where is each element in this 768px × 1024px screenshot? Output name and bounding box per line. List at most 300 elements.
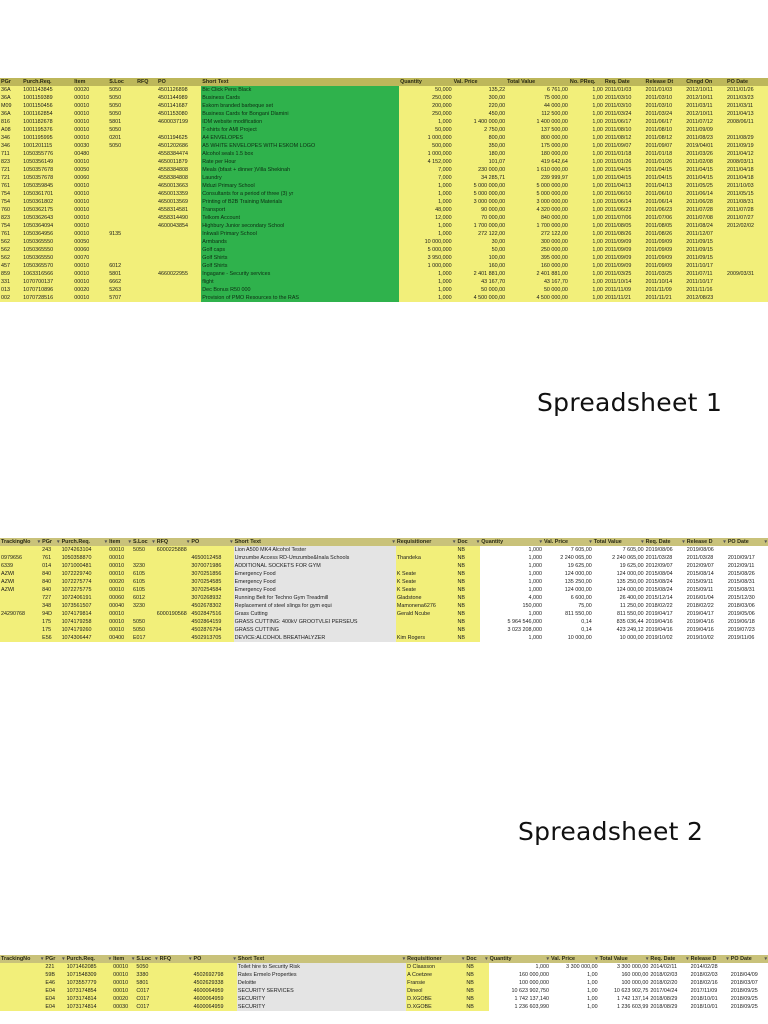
table-cell[interactable]: 2011/01/26 xyxy=(726,86,768,94)
table-cell[interactable] xyxy=(157,286,201,294)
table-cell[interactable]: 2011/04/15 xyxy=(685,166,726,174)
table-cell[interactable]: 94D xyxy=(41,610,60,618)
table-cell[interactable]: 00020 xyxy=(108,578,132,586)
table-cell[interactable] xyxy=(156,626,191,634)
table-cell[interactable]: 840 xyxy=(41,578,60,586)
table-cell[interactable] xyxy=(108,206,136,214)
table-cell[interactable]: 50,00 xyxy=(453,246,507,254)
table-cell[interactable]: 727 xyxy=(41,594,60,602)
table-cell[interactable] xyxy=(136,142,157,150)
table-cell[interactable]: 4650011879 xyxy=(157,158,201,166)
table-cell[interactable]: 760 xyxy=(0,206,22,214)
table-cell[interactable]: 2019/04/16 xyxy=(686,626,727,634)
table-cell[interactable]: 4558314581 xyxy=(157,206,201,214)
table-cell[interactable]: 2012/09/11 xyxy=(727,562,768,570)
table-cell[interactable] xyxy=(159,1003,193,1011)
table-cell[interactable]: 124 000,00 xyxy=(543,586,593,594)
column-header[interactable]: Requisitioner ▾ xyxy=(406,955,465,963)
table-cell[interactable] xyxy=(132,610,156,618)
table-cell[interactable]: 4501126898 xyxy=(157,86,201,94)
table-cell[interactable]: 2018/10/01 xyxy=(690,1003,730,1011)
table-cell[interactable]: 1,000 xyxy=(480,634,543,642)
column-header[interactable]: TrackingNo ▾ xyxy=(0,955,44,963)
table-cell[interactable]: 4502692798 xyxy=(192,971,236,979)
column-header[interactable]: Short Text ▾ xyxy=(237,955,406,963)
table-cell[interactable]: D Claasson xyxy=(406,963,465,971)
table-cell[interactable]: 1,00 xyxy=(569,190,604,198)
table-cell[interactable] xyxy=(0,995,44,1003)
table-cell[interactable] xyxy=(136,238,157,246)
table-cell[interactable]: 7,000 xyxy=(399,166,453,174)
table-cell[interactable]: 180,00 xyxy=(453,150,507,158)
table-cell[interactable]: 2009/03/31 xyxy=(726,270,768,278)
table-cell[interactable]: 0201 xyxy=(108,134,136,142)
table-cell[interactable]: 135 250,00 xyxy=(593,578,645,586)
table-cell[interactable]: 2011/05/25 xyxy=(685,182,726,190)
table-cell[interactable]: AZWI xyxy=(0,570,41,578)
table-cell[interactable]: 24290768 xyxy=(0,610,41,618)
table-cell[interactable]: 711 xyxy=(0,150,22,158)
table-cell[interactable]: K Seate xyxy=(396,586,457,594)
table-cell[interactable]: 4502913705 xyxy=(190,634,233,642)
table-cell[interactable]: 2011/10/03 xyxy=(726,182,768,190)
table-cell[interactable]: 2 240 065,00 xyxy=(543,554,593,562)
table-cell[interactable]: D.XGOBE xyxy=(406,1003,465,1011)
table-cell[interactable]: 2011/09/09 xyxy=(604,246,645,254)
table-cell[interactable]: ADDITIONAL SOCKETS FOR GYM xyxy=(234,562,396,570)
table-cell[interactable]: 100,00 xyxy=(453,254,507,262)
table-cell[interactable] xyxy=(730,963,768,971)
table-cell[interactable]: 1050364094 xyxy=(22,222,73,230)
table-cell[interactable]: 2011/04/18 xyxy=(726,166,768,174)
table-cell[interactable] xyxy=(157,238,201,246)
table-cell[interactable] xyxy=(726,278,768,286)
table-cell[interactable]: 00020 xyxy=(73,286,108,294)
table-cell[interactable]: 2011/09/09 xyxy=(685,126,726,134)
table-cell[interactable]: 4558384808 xyxy=(157,174,201,182)
table-cell[interactable]: 00010 xyxy=(73,206,108,214)
table-cell[interactable]: 2011/04/13 xyxy=(726,110,768,118)
table-cell[interactable]: IDM website modification xyxy=(201,118,399,126)
table-cell[interactable]: 2011/01/26 xyxy=(645,158,686,166)
table-cell[interactable]: T-shirts for AMI Project xyxy=(201,126,399,134)
table-cell[interactable]: 272 122,00 xyxy=(506,230,569,238)
table-cell[interactable]: 10 000,000 xyxy=(399,238,453,246)
table-cell[interactable]: 1,00 xyxy=(569,166,604,174)
table-cell[interactable]: 2011/04/15 xyxy=(645,174,686,182)
table-cell[interactable]: 6662 xyxy=(108,278,136,286)
table-cell[interactable]: Replacement of steel slings for gym equi xyxy=(234,602,396,610)
column-header[interactable]: PO Date xyxy=(726,78,768,86)
table-cell[interactable]: 1,00 xyxy=(569,182,604,190)
table-cell[interactable] xyxy=(726,286,768,294)
table-cell[interactable]: 2019/11/06 xyxy=(727,634,768,642)
table-cell[interactable]: 2018/09/25 xyxy=(730,1003,768,1011)
table-cell[interactable]: 2019/04/16 xyxy=(645,626,686,634)
table-cell[interactable]: NB xyxy=(456,594,480,602)
table-cell[interactable]: 2018/02/03 xyxy=(690,971,730,979)
table-cell[interactable]: 2011/04/15 xyxy=(685,174,726,182)
table-cell[interactable]: Ingagane - Security services xyxy=(201,270,399,278)
table-cell[interactable]: 26 400,00 xyxy=(593,594,645,602)
table-cell[interactable]: 00010 xyxy=(73,102,108,110)
column-header[interactable]: S.Loc xyxy=(108,78,136,86)
table-cell[interactable]: 2012/09/07 xyxy=(645,562,686,570)
table-cell[interactable]: 2011/07/11 xyxy=(685,270,726,278)
table-cell[interactable]: A4 ENVELOPES xyxy=(201,134,399,142)
table-cell[interactable] xyxy=(159,963,193,971)
table-cell[interactable]: 101,07 xyxy=(453,158,507,166)
table-cell[interactable]: 1050359845 xyxy=(22,182,73,190)
table-cell[interactable] xyxy=(108,198,136,206)
table-cell[interactable] xyxy=(726,294,768,302)
table-cell[interactable]: 4650013359 xyxy=(157,190,201,198)
table-cell[interactable]: 2011/04/13 xyxy=(645,182,686,190)
table-cell[interactable]: 160 000,00 xyxy=(506,262,569,270)
table-cell[interactable] xyxy=(136,230,157,238)
column-header[interactable]: Val. Price xyxy=(453,78,507,86)
table-cell[interactable]: 1050357678 xyxy=(22,174,73,182)
table-cell[interactable]: 2 401 881,00 xyxy=(506,270,569,278)
table-cell[interactable]: 4502678302 xyxy=(190,602,233,610)
table-cell[interactable]: 2016/01/04 xyxy=(686,594,727,602)
table-cell[interactable]: 2011/04/15 xyxy=(645,166,686,174)
table-cell[interactable]: 4558384808 xyxy=(157,166,201,174)
table-cell[interactable]: 1050365550 xyxy=(22,254,73,262)
table-cell[interactable]: 00010 xyxy=(73,118,108,126)
table-cell[interactable]: 835 036,44 xyxy=(593,618,645,626)
table-cell[interactable]: 6 761,00 xyxy=(506,86,569,94)
table-cell[interactable]: 2011/04/13 xyxy=(604,182,645,190)
table-cell[interactable]: 1,00 xyxy=(569,270,604,278)
table-cell[interactable]: 721 xyxy=(0,166,22,174)
table-cell[interactable]: 2011/04/15 xyxy=(604,174,645,182)
table-cell[interactable]: 1001150456 xyxy=(22,102,73,110)
table-cell[interactable] xyxy=(159,971,193,979)
column-header[interactable]: Doc ▾ xyxy=(456,538,480,546)
table-cell[interactable]: 1,00 xyxy=(569,246,604,254)
table-cell[interactable]: 1,000 xyxy=(399,198,453,206)
table-cell[interactable]: E04 xyxy=(44,995,65,1003)
table-cell[interactable]: 1,00 xyxy=(569,158,604,166)
table-cell[interactable]: 761 xyxy=(0,230,22,238)
table-cell[interactable]: Rates Ermelo Properties xyxy=(237,971,406,979)
table-cell[interactable]: Gladstone xyxy=(396,594,457,602)
table-cell[interactable]: 721 xyxy=(0,174,22,182)
table-cell[interactable]: 4501153080 xyxy=(157,110,201,118)
table-cell[interactable]: 2018/02/20 xyxy=(649,979,689,987)
table-cell[interactable]: 239 999,97 xyxy=(506,174,569,182)
table-cell[interactable]: C017 xyxy=(135,1003,158,1011)
table-cell[interactable]: Dineol xyxy=(406,987,465,995)
table-cell[interactable] xyxy=(0,594,41,602)
table-cell[interactable]: 00040 xyxy=(108,602,132,610)
table-cell[interactable]: 1 400 000,00 xyxy=(506,118,569,126)
table-cell[interactable]: 2 240 065,00 xyxy=(593,554,645,562)
table-cell[interactable]: 00010 xyxy=(73,278,108,286)
table-cell[interactable]: 761 xyxy=(41,554,60,562)
column-header[interactable]: RFQ xyxy=(136,78,157,86)
table-cell[interactable]: Dec Bonus R50 000 xyxy=(201,286,399,294)
table-cell[interactable]: 11 250,00 xyxy=(593,602,645,610)
table-cell[interactable]: 2011/09/15 xyxy=(685,246,726,254)
table-cell[interactable]: 4600043854 xyxy=(157,222,201,230)
table-cell[interactable]: 1074263104 xyxy=(61,546,109,554)
table-cell[interactable]: 180 000,00 xyxy=(506,150,569,158)
table-cell[interactable]: 2011/08/10 xyxy=(604,126,645,134)
table-cell[interactable]: 1050365550 xyxy=(22,246,73,254)
table-cell[interactable]: 754 xyxy=(0,222,22,230)
column-header[interactable]: Req. Date ▾ xyxy=(645,538,686,546)
table-cell[interactable] xyxy=(157,278,201,286)
table-cell[interactable]: 5050 xyxy=(108,94,136,102)
table-cell[interactable]: 2011/03/28 xyxy=(645,554,686,562)
column-header[interactable]: Val. Price ▾ xyxy=(550,955,599,963)
table-cell[interactable]: 1,000 xyxy=(399,278,453,286)
column-header[interactable]: Req. Date ▾ xyxy=(649,955,689,963)
table-cell[interactable]: 2011/03/24 xyxy=(645,110,686,118)
table-cell[interactable] xyxy=(108,214,136,222)
table-cell[interactable]: 816 xyxy=(0,118,22,126)
table-cell[interactable] xyxy=(156,634,191,642)
table-cell[interactable]: 1,00 xyxy=(569,278,604,286)
table-cell[interactable]: 1,00 xyxy=(569,254,604,262)
table-cell[interactable] xyxy=(0,618,41,626)
table-cell[interactable]: 00010 xyxy=(73,94,108,102)
table-cell[interactable]: 175 xyxy=(41,626,60,634)
table-cell[interactable] xyxy=(108,182,136,190)
table-cell[interactable]: 1,00 xyxy=(550,995,599,1003)
table-cell[interactable]: 00010 xyxy=(73,214,108,222)
table-cell[interactable]: 243 xyxy=(41,546,60,554)
table-cell[interactable]: 2011/08/26 xyxy=(645,230,686,238)
table-cell[interactable]: 823 xyxy=(0,214,22,222)
table-cell[interactable]: 160 000,000 xyxy=(489,971,550,979)
table-cell[interactable] xyxy=(0,987,44,995)
column-header[interactable]: PO Date ▾ xyxy=(730,955,768,963)
table-cell[interactable]: 1001143845 xyxy=(22,86,73,94)
table-cell[interactable]: 1050361701 xyxy=(22,190,73,198)
table-cell[interactable]: NB xyxy=(456,610,480,618)
table-cell[interactable]: 2011/06/23 xyxy=(645,206,686,214)
table-cell[interactable]: 230 000,00 xyxy=(453,166,507,174)
table-cell[interactable]: 150,000 xyxy=(480,602,543,610)
table-cell[interactable] xyxy=(0,634,41,642)
table-cell[interactable] xyxy=(156,602,191,610)
table-cell[interactable]: 1,00 xyxy=(569,174,604,182)
table-cell[interactable]: 1,000 xyxy=(480,570,543,578)
table-cell[interactable]: 1,000 xyxy=(480,610,543,618)
table-cell[interactable]: 3070254584 xyxy=(190,586,233,594)
table-cell[interactable]: Business Cards xyxy=(201,94,399,102)
table-cell[interactable]: 1,00 xyxy=(569,126,604,134)
column-header[interactable]: Release D ▾ xyxy=(686,538,727,546)
table-cell[interactable] xyxy=(136,182,157,190)
table-cell[interactable]: 562 xyxy=(0,238,22,246)
table-cell[interactable]: 5050 xyxy=(135,963,158,971)
table-cell[interactable]: Lion A500 MK4 Alcohol Tester xyxy=(234,546,396,554)
table-cell[interactable]: Highbury Junior secondary School xyxy=(201,222,399,230)
table-cell[interactable]: 014 xyxy=(41,562,60,570)
table-cell[interactable]: flight xyxy=(201,278,399,286)
table-cell[interactable]: 50,000 xyxy=(399,86,453,94)
table-cell[interactable]: 1,00 xyxy=(569,230,604,238)
table-cell[interactable]: 3380 xyxy=(135,971,158,979)
table-cell[interactable]: 100 000,00 xyxy=(599,979,650,987)
table-cell[interactable]: 2011/09/09 xyxy=(645,254,686,262)
table-cell[interactable] xyxy=(136,254,157,262)
table-cell[interactable]: 2011/10/17 xyxy=(685,262,726,270)
table-cell[interactable]: 395 000,00 xyxy=(506,254,569,262)
table-cell[interactable]: 1,000 xyxy=(489,963,550,971)
table-cell[interactable]: NB xyxy=(465,987,488,995)
table-cell[interactable]: 2011/03/25 xyxy=(604,270,645,278)
table-cell[interactable]: 1,00 xyxy=(569,206,604,214)
table-cell[interactable]: 75 000,00 xyxy=(506,94,569,102)
table-cell[interactable]: 12,000 xyxy=(399,214,453,222)
table-cell[interactable]: 2012/02/02 xyxy=(726,222,768,230)
table-cell[interactable]: 90 000,00 xyxy=(453,206,507,214)
table-cell[interactable]: 4650013663 xyxy=(157,182,201,190)
table-cell[interactable]: 1,00 xyxy=(569,110,604,118)
table-cell[interactable]: 5050 xyxy=(108,126,136,134)
table-cell[interactable]: 1,00 xyxy=(569,214,604,222)
table-cell[interactable]: 6 600,00 xyxy=(543,594,593,602)
table-cell[interactable]: 00010 xyxy=(73,294,108,302)
table-cell[interactable]: 00480 xyxy=(73,150,108,158)
table-cell[interactable] xyxy=(192,963,236,971)
table-cell[interactable]: 1072275774 xyxy=(61,578,109,586)
table-cell[interactable]: NB xyxy=(456,578,480,586)
table-cell[interactable]: 1050358870 xyxy=(61,554,109,562)
table-cell[interactable]: 2011/03/26 xyxy=(685,150,726,158)
table-cell[interactable] xyxy=(108,254,136,262)
table-cell[interactable] xyxy=(396,626,457,634)
table-cell[interactable] xyxy=(156,570,191,578)
column-header[interactable]: Quantity xyxy=(399,78,453,86)
table-cell[interactable]: 840 xyxy=(41,586,60,594)
table-cell[interactable]: NB xyxy=(456,554,480,562)
table-cell[interactable]: E56 xyxy=(41,634,60,642)
column-header[interactable]: Item ▾ xyxy=(112,955,135,963)
table-cell[interactable]: 75,00 xyxy=(543,602,593,610)
table-cell[interactable]: 2017/04/24 xyxy=(649,987,689,995)
table-cell[interactable] xyxy=(136,270,157,278)
table-cell[interactable]: 761 xyxy=(0,182,22,190)
table-cell[interactable] xyxy=(108,246,136,254)
table-cell[interactable]: Fransie xyxy=(406,979,465,987)
table-cell[interactable]: 1071462085 xyxy=(66,963,113,971)
column-header[interactable]: Short Text xyxy=(201,78,399,86)
table-cell[interactable]: 19 625,00 xyxy=(543,562,593,570)
column-header[interactable]: RFQ ▾ xyxy=(156,538,191,546)
column-header[interactable]: Chngd On xyxy=(685,78,726,86)
table-cell[interactable]: 36A xyxy=(0,86,22,94)
column-header[interactable]: Req. Date xyxy=(604,78,645,86)
table-cell[interactable]: SECURITY SERVICES xyxy=(237,987,406,995)
table-cell[interactable]: 00010 xyxy=(73,190,108,198)
table-cell[interactable]: 5050 xyxy=(108,86,136,94)
table-cell[interactable] xyxy=(157,262,201,270)
table-cell[interactable]: 00010 xyxy=(108,546,132,554)
table-cell[interactable]: 1001162854 xyxy=(22,110,73,118)
table-cell[interactable]: 4650013569 xyxy=(157,198,201,206)
table-cell[interactable]: 2011/10/14 xyxy=(645,278,686,286)
table-cell[interactable]: 5050 xyxy=(108,110,136,118)
table-cell[interactable]: 00020 xyxy=(112,995,135,1003)
column-header[interactable]: PO Date ▾ xyxy=(727,538,768,546)
table-cell[interactable]: Grass Cutting xyxy=(234,610,396,618)
table-cell[interactable]: 50 000,00 xyxy=(453,286,507,294)
table-cell[interactable]: 2011/09/15 xyxy=(685,254,726,262)
table-cell[interactable]: 00010 xyxy=(73,262,108,270)
table-cell[interactable] xyxy=(156,562,191,570)
table-cell[interactable]: 002 xyxy=(0,294,22,302)
table-cell[interactable]: 754 xyxy=(0,190,22,198)
table-cell[interactable] xyxy=(0,546,41,554)
table-cell[interactable]: 2018/09/25 xyxy=(730,987,768,995)
table-cell[interactable]: 00020 xyxy=(73,86,108,94)
table-cell[interactable]: 0979656 xyxy=(0,554,41,562)
table-cell[interactable]: 2011/08/12 xyxy=(645,134,686,142)
column-header[interactable]: Release D ▾ xyxy=(690,955,730,963)
table-cell[interactable]: 200,000 xyxy=(399,102,453,110)
table-cell[interactable]: 1050364956 xyxy=(22,230,73,238)
table-cell[interactable]: 1073174854 xyxy=(66,987,113,995)
table-cell[interactable]: 5 000 000,00 xyxy=(506,190,569,198)
table-cell[interactable]: 2011/11/21 xyxy=(645,294,686,302)
table-cell[interactable]: 6000225888 xyxy=(156,546,191,554)
column-header[interactable]: Purch.Req. xyxy=(22,78,73,86)
table-cell[interactable]: 2018/08/29 xyxy=(649,995,689,1003)
table-cell[interactable]: NB xyxy=(456,602,480,610)
table-cell[interactable] xyxy=(396,546,457,554)
table-cell[interactable]: 6105 xyxy=(132,570,156,578)
table-cell[interactable]: 823 xyxy=(0,158,22,166)
table-cell[interactable]: 00010 xyxy=(108,586,132,594)
table-cell[interactable]: 135,22 xyxy=(453,86,507,94)
table-cell[interactable]: 350,00 xyxy=(453,142,507,150)
table-cell[interactable]: 1,000 xyxy=(480,546,543,554)
table-cell[interactable]: 2008/03/11 xyxy=(726,158,768,166)
table-cell[interactable] xyxy=(157,246,201,254)
table-cell[interactable]: 272 122,00 xyxy=(453,230,507,238)
table-cell[interactable]: 2011/11/16 xyxy=(685,286,726,294)
table-cell[interactable] xyxy=(136,118,157,126)
table-cell[interactable]: C017 xyxy=(135,995,158,1003)
table-cell[interactable]: 2019/04/17 xyxy=(645,610,686,618)
table-cell[interactable]: 7,000 xyxy=(399,174,453,182)
table-cell[interactable]: 3070071986 xyxy=(190,562,233,570)
table-cell[interactable]: 2011/03/11 xyxy=(726,102,768,110)
column-header[interactable]: TrackingNo ▾ xyxy=(0,538,41,546)
table-cell[interactable]: 2011/08/26 xyxy=(604,230,645,238)
table-cell[interactable]: 2014/02/28 xyxy=(690,963,730,971)
table-cell[interactable]: 2011/03/10 xyxy=(645,94,686,102)
table-cell[interactable]: 2018/03/07 xyxy=(730,979,768,987)
table-cell[interactable] xyxy=(136,126,157,134)
table-cell[interactable]: 1001195995 xyxy=(22,134,73,142)
table-cell[interactable]: 300 000,00 xyxy=(506,238,569,246)
table-cell[interactable]: 5050 xyxy=(108,102,136,110)
table-cell[interactable]: 3 300 000,00 xyxy=(599,963,650,971)
table-cell[interactable]: 2017/11/09 xyxy=(690,987,730,995)
column-header[interactable]: PGr ▾ xyxy=(41,538,60,546)
table-cell[interactable]: 3070268932 xyxy=(190,594,233,602)
column-header[interactable]: Val. Price ▾ xyxy=(543,538,593,546)
table-cell[interactable]: Gerald Ncube xyxy=(396,610,457,618)
table-cell[interactable]: 1071000481 xyxy=(61,562,109,570)
